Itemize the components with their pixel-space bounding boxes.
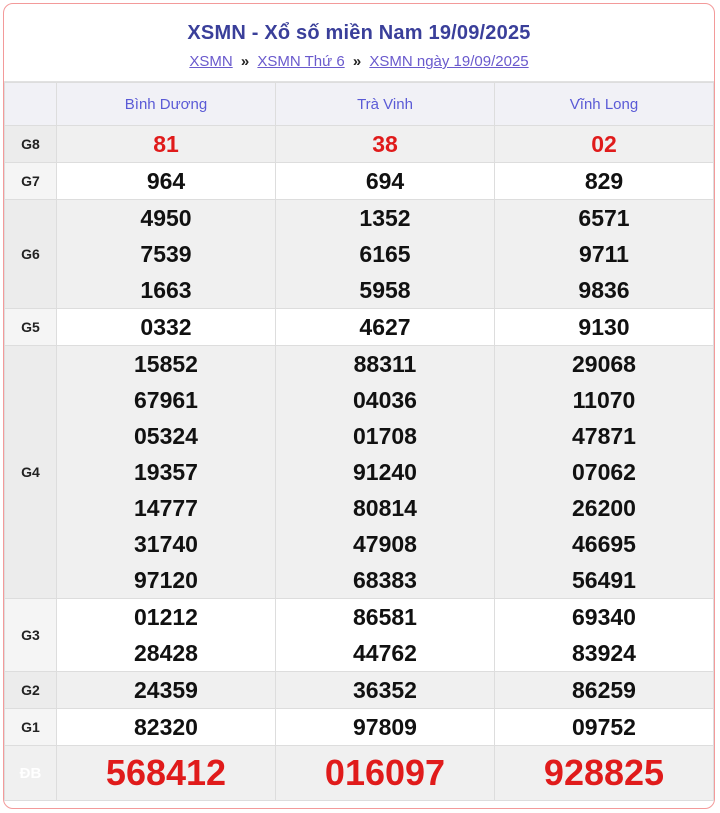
province-header-binh-duong[interactable]: Bình Dương bbox=[57, 83, 276, 126]
prize-number: 97809 bbox=[353, 714, 417, 740]
breadcrumb-link-xsmn-thu-6[interactable]: XSMN Thứ 6 bbox=[257, 53, 345, 70]
breadcrumb-link-xsmn[interactable]: XSMN bbox=[189, 53, 233, 70]
prize-cell bbox=[495, 126, 714, 163]
prize-cell bbox=[57, 746, 276, 801]
prize-number: 928825 bbox=[543, 752, 665, 793]
prize-number: 964 bbox=[146, 168, 186, 194]
results-panel bbox=[3, 3, 715, 809]
prize-number: 81 bbox=[153, 131, 179, 157]
prize-number: 97120 bbox=[134, 567, 198, 593]
prize-number: 016097 bbox=[324, 752, 446, 793]
prize-cell bbox=[276, 126, 495, 163]
prize-number: 24359 bbox=[134, 677, 198, 703]
prize-cell bbox=[57, 163, 276, 200]
prize-number: 01708 bbox=[353, 423, 417, 449]
prize-label: G1 bbox=[5, 709, 57, 746]
prize-label: ĐB bbox=[5, 746, 57, 801]
prize-cell bbox=[57, 346, 276, 599]
prize-number: 31740 bbox=[134, 531, 198, 557]
province-header-row bbox=[5, 83, 714, 126]
prize-number: 80814 bbox=[353, 495, 417, 521]
prize-label: G5 bbox=[5, 309, 57, 346]
prize-cell bbox=[276, 346, 495, 599]
breadcrumb-separator: » bbox=[352, 53, 362, 70]
prize-number: 26200 bbox=[572, 495, 636, 521]
prize-number: 11070 bbox=[572, 387, 636, 413]
prize-number: 09752 bbox=[572, 714, 636, 740]
prize-cell bbox=[57, 126, 276, 163]
prize-number: 86581 bbox=[353, 604, 417, 630]
prize-number: 83924 bbox=[572, 640, 636, 666]
prize-number: 88311 bbox=[353, 351, 417, 377]
prize-row-g7 bbox=[5, 163, 714, 200]
breadcrumb-link-xsmn-date[interactable]: XSMN ngày 19/09/2025 bbox=[369, 53, 529, 70]
results-header bbox=[4, 4, 714, 82]
prize-number: 38 bbox=[372, 131, 398, 157]
prize-cell bbox=[276, 672, 495, 709]
prize-number: 19357 bbox=[134, 459, 198, 485]
prize-row-g5 bbox=[5, 309, 714, 346]
prize-number: 07062 bbox=[572, 459, 636, 485]
prize-number: 6571 bbox=[578, 205, 630, 231]
prize-number: 86259 bbox=[572, 677, 636, 703]
prize-cell bbox=[57, 709, 276, 746]
prize-row-g2 bbox=[5, 672, 714, 709]
prize-label: G3 bbox=[5, 599, 57, 672]
prize-number: 56491 bbox=[572, 567, 636, 593]
prize-cell bbox=[57, 309, 276, 346]
prize-number: 694 bbox=[365, 168, 405, 194]
prize-row-g3 bbox=[5, 599, 714, 672]
prize-number: 44762 bbox=[353, 640, 417, 666]
prize-cell bbox=[276, 163, 495, 200]
prize-cell bbox=[276, 709, 495, 746]
prize-cell bbox=[276, 746, 495, 801]
prize-cell bbox=[276, 599, 495, 672]
prize-number: 04036 bbox=[353, 387, 417, 413]
prize-number: 15852 bbox=[134, 351, 198, 377]
prize-cell bbox=[495, 309, 714, 346]
prize-number: 47871 bbox=[572, 423, 636, 449]
prize-number: 9711 bbox=[579, 241, 629, 267]
prize-label: G8 bbox=[5, 126, 57, 163]
prize-number: 1663 bbox=[140, 277, 192, 303]
results-table bbox=[4, 82, 714, 801]
prize-number: 14777 bbox=[134, 495, 198, 521]
prize-number: 1352 bbox=[359, 205, 411, 231]
prize-number: 02 bbox=[591, 131, 617, 157]
prize-cell bbox=[495, 346, 714, 599]
breadcrumb bbox=[4, 53, 714, 70]
prize-cell bbox=[495, 163, 714, 200]
prize-number: 0332 bbox=[140, 314, 192, 340]
prize-number: 67961 bbox=[134, 387, 198, 413]
province-header-vinh-long[interactable]: Vĩnh Long bbox=[495, 83, 714, 126]
page-title: XSMN - Xổ số miền Nam 19/09/2025 bbox=[187, 22, 531, 44]
breadcrumb-separator: » bbox=[240, 53, 250, 70]
prize-number: 4950 bbox=[140, 205, 192, 231]
prize-label: G2 bbox=[5, 672, 57, 709]
province-header-tra-vinh[interactable]: Trà Vinh bbox=[276, 83, 495, 126]
prize-row-g4 bbox=[5, 346, 714, 599]
prize-cell bbox=[276, 200, 495, 309]
prize-row-g1 bbox=[5, 709, 714, 746]
prize-number: 829 bbox=[584, 168, 624, 194]
prize-number: 6165 bbox=[359, 241, 411, 267]
prize-number: 47908 bbox=[353, 531, 417, 557]
prize-cell bbox=[276, 309, 495, 346]
prize-row-db bbox=[5, 746, 714, 801]
prize-number: 5958 bbox=[359, 277, 411, 303]
prize-number: 28428 bbox=[134, 640, 198, 666]
prize-cell bbox=[57, 200, 276, 309]
prize-number: 9130 bbox=[578, 314, 630, 340]
prize-cell bbox=[57, 599, 276, 672]
prize-number: 568412 bbox=[105, 752, 227, 793]
prize-number: 82320 bbox=[134, 714, 198, 740]
prize-number: 4627 bbox=[359, 314, 411, 340]
prize-cell bbox=[495, 746, 714, 801]
prize-cell bbox=[495, 200, 714, 309]
corner-cell bbox=[5, 83, 57, 126]
prize-label: G6 bbox=[5, 200, 57, 309]
prize-cell bbox=[495, 709, 714, 746]
prize-table-body bbox=[5, 126, 714, 801]
prize-number: 29068 bbox=[572, 351, 636, 377]
prize-row-g8 bbox=[5, 126, 714, 163]
prize-number: 46695 bbox=[572, 531, 636, 557]
prize-number: 05324 bbox=[134, 423, 198, 449]
prize-cell bbox=[57, 672, 276, 709]
prize-number: 68383 bbox=[353, 567, 417, 593]
prize-number: 91240 bbox=[353, 459, 417, 485]
prize-number: 36352 bbox=[353, 677, 417, 703]
prize-number: 69340 bbox=[572, 604, 636, 630]
prize-label: G4 bbox=[5, 346, 57, 599]
prize-cell bbox=[495, 672, 714, 709]
prize-number: 9836 bbox=[578, 277, 630, 303]
prize-number: 7539 bbox=[140, 241, 192, 267]
prize-cell bbox=[495, 599, 714, 672]
prize-row-g6 bbox=[5, 200, 714, 309]
prize-label: G7 bbox=[5, 163, 57, 200]
prize-number: 01212 bbox=[134, 604, 198, 630]
